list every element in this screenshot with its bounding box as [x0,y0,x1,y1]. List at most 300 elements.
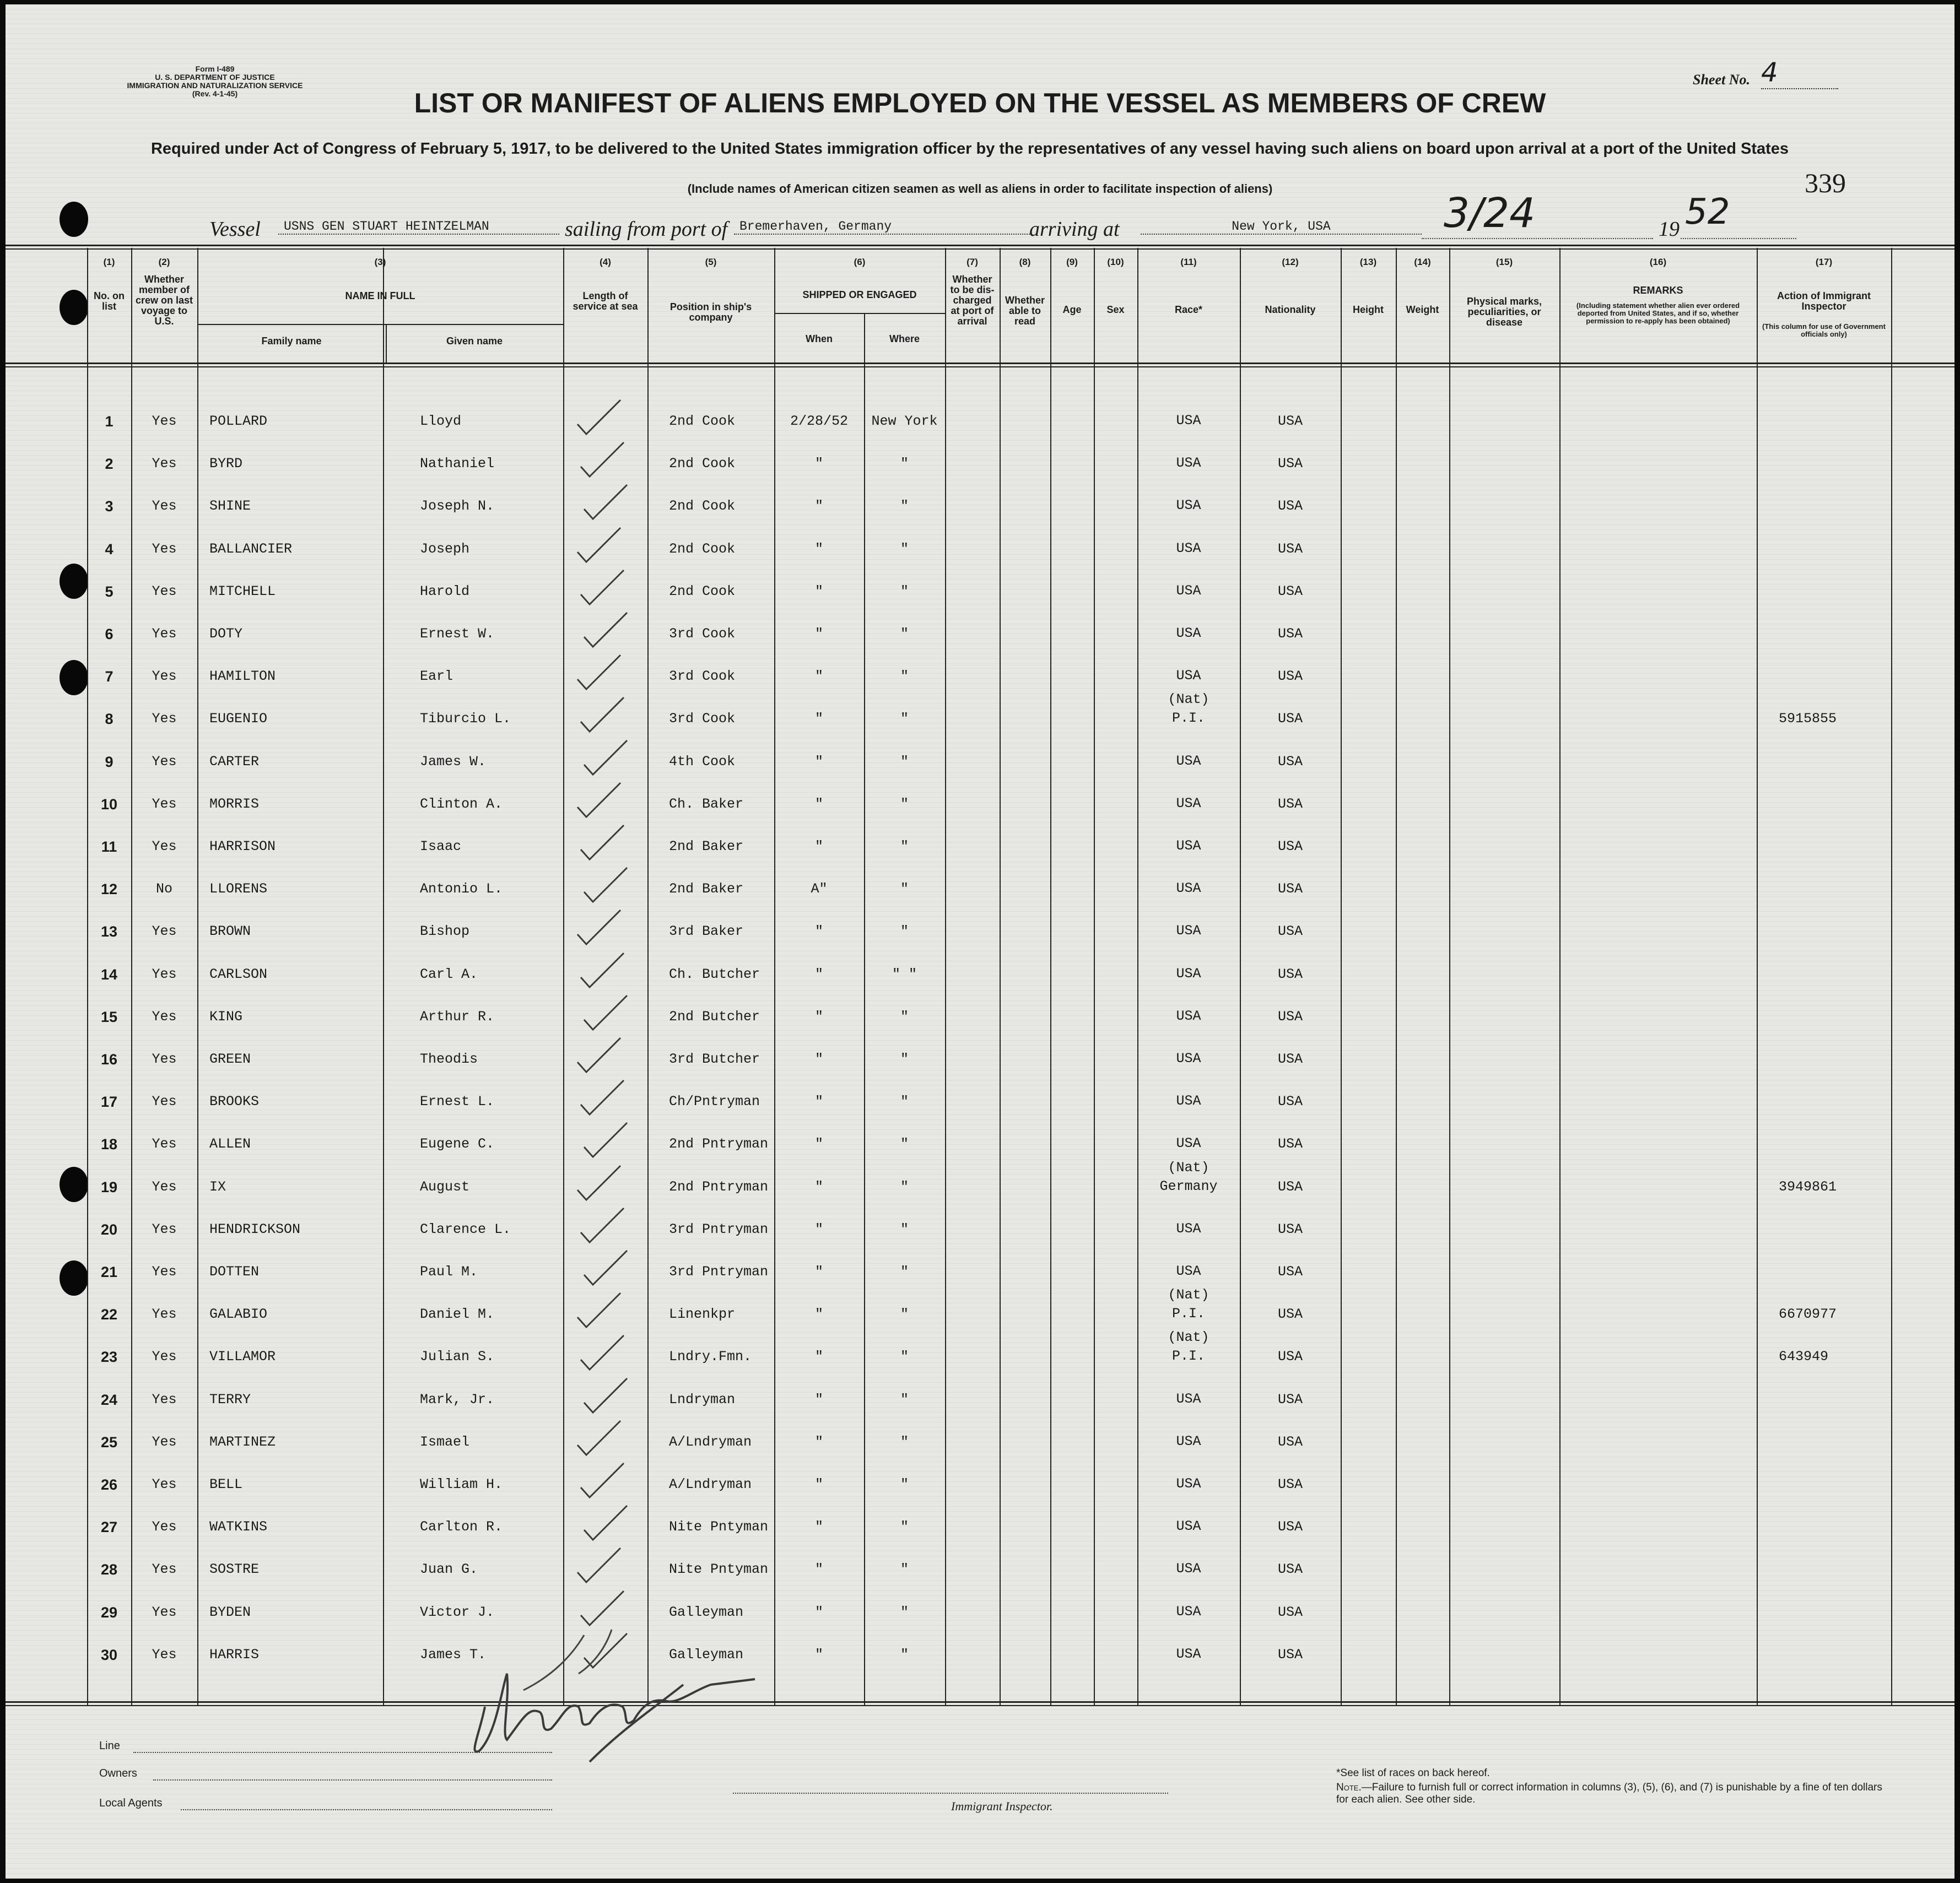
nationality: USA [1277,966,1303,982]
service-checkmarks [568,362,656,1701]
position: 2nd Butcher [669,1009,760,1025]
given-name: Juan G. [420,1561,478,1577]
shipped-when: " [814,1392,823,1408]
race: USA [1176,1263,1201,1279]
shipped-when: " [814,1264,823,1280]
nationality: USA [1277,1264,1303,1280]
shipped-when: " [814,1647,823,1663]
column-header: Whether member of crew on last voyage to U.S. [135,274,193,327]
checkmark [577,1293,620,1327]
shipped-where: " [900,1136,909,1152]
position: Lndryman [669,1392,736,1408]
row-number: 9 [105,754,114,770]
given-name: Arthur R. [420,1009,495,1025]
last-voyage: Yes [152,1561,177,1577]
race: USA [1176,1604,1201,1620]
race: USA [1176,413,1201,429]
row-number: 29 [100,1604,118,1621]
punch-hole [60,1167,88,1202]
family-name: MARTINEZ [209,1434,276,1450]
family-name: HARRISON [209,838,276,854]
last-voyage: Yes [152,1094,177,1110]
last-voyage: Yes [152,1519,177,1535]
instruction-note: (Include names of American citizen seamen as well as aliens in order to facilitate inspection of aliens) [687,182,1273,196]
last-voyage: Yes [152,583,177,599]
row-number: 15 [100,1009,118,1025]
race: USA [1176,1051,1201,1067]
column-number: (17) [1815,257,1833,267]
shipped-where: New York [871,413,938,429]
column-number: (16) [1649,257,1667,267]
position: 2nd Cook [669,498,736,514]
shipped-where: " " [892,966,917,982]
nationality: USA [1277,1349,1303,1365]
shipped-where: " [900,754,909,770]
position: 2nd Pntryman [669,1136,769,1152]
position: Ch. Butcher [669,966,760,982]
row-number: 13 [100,923,118,940]
inspector-action: 6670977 [1779,1306,1837,1322]
shipped-where: " [900,796,909,812]
given-name: Carlton R. [420,1519,503,1535]
nationality: USA [1277,754,1303,770]
column-header: Whether to be dis-charged at port of arrival [950,274,995,327]
family-name: HAMILTON [209,668,276,684]
shipped-where: " [900,668,909,684]
shipped-where: " [900,1604,909,1620]
given-name: Joseph [420,541,470,557]
given-name: Bishop [420,923,470,939]
position: 2nd Cook [669,541,736,557]
column-number: (14) [1414,257,1431,267]
nationality: USA [1277,1051,1303,1067]
sheet-number-label: Sheet No. [1693,72,1750,88]
shipped-where: " [900,626,909,642]
table-top-rule [6,248,1954,250]
vessel-label: Vessel [209,218,261,241]
race-note: (Nat) [1168,1287,1210,1303]
name-subheader-rule [197,324,563,325]
checkmark [581,1591,624,1625]
column-subheader: Given name [446,336,503,347]
shipped-when: " [814,456,823,472]
given-name: Nathaniel [420,456,495,472]
shipped-where: " [900,1349,909,1365]
last-voyage: Yes [152,1051,177,1067]
column-header: Height [1353,304,1384,315]
family-name: BROWN [209,923,251,939]
race: USA [1176,625,1201,641]
column-rule [1757,248,1758,1706]
row-number: 24 [100,1392,118,1408]
column-number: (9) [1066,257,1078,267]
column-number: (12) [1282,257,1299,267]
row-number: 18 [100,1136,118,1152]
nationality: USA [1277,838,1303,854]
column-header: Action of Immigrant Inspector [1777,290,1871,312]
column-subheader: Where [889,333,920,344]
local-agents-field [181,1809,552,1810]
checkmark [584,1378,627,1413]
column-rule [1000,248,1001,1706]
shipped-where: " [900,583,909,599]
given-name: Ismael [420,1434,470,1450]
given-name: Isaac [420,838,462,854]
column-header: Age [1062,304,1082,315]
column-number: (10) [1107,257,1124,267]
position: 2nd Pntryman [669,1179,769,1195]
nationality: USA [1277,583,1303,599]
checkmark [584,995,627,1030]
last-voyage: Yes [152,1392,177,1408]
column-subheader: Family name [261,336,322,347]
race: USA [1176,455,1201,471]
checkmark [577,910,620,944]
shipped-when: " [814,1094,823,1110]
race: USA [1176,838,1201,854]
page-subtitle: Required under Act of Congress of February 5, 1917, to be delivered to the United States immigration officer by the representatives of any vessel having such aliens on board upon arrival at a port of the United States [150,140,1789,158]
given-name: William H. [420,1476,503,1492]
column-header: NAME IN FULL [345,290,415,301]
row-number: 1 [105,413,114,430]
shipped-where: " [900,1051,909,1067]
table-bottom-rule [6,1705,1954,1706]
checkmark [577,528,620,562]
column-number: (5) [705,257,717,267]
given-name: James T. [420,1647,487,1663]
inspector-label: Immigrant Inspector. [951,1799,1053,1813]
row-number: 27 [100,1519,118,1535]
nationality: USA [1277,796,1303,812]
family-name: KING [209,1009,243,1025]
family-name: SOSTRE [209,1561,260,1577]
shipped-where: " [900,711,909,727]
race: USA [1176,497,1201,513]
given-name: Julian S. [420,1349,495,1365]
nationality: USA [1277,1221,1303,1237]
race: USA [1176,1093,1201,1109]
family-name: POLLARD [209,413,268,429]
arriving-label: arriving at [1029,218,1120,241]
checkmark [581,570,624,604]
nationality: USA [1277,1136,1303,1152]
checkmark [581,697,624,732]
sailing-label: sailing from port of [565,218,728,241]
row-number: 11 [101,838,117,855]
shipped-when: " [814,754,823,770]
last-voyage: Yes [152,1136,177,1152]
checkmark [584,868,627,902]
family-name: BYRD [209,456,243,472]
column-number: (6) [854,257,866,267]
row-number: 2 [105,456,114,472]
checkmark [584,1251,627,1285]
form-number: Form I-489 [195,64,235,73]
departure-port: Bremerhaven, Germany [734,219,1032,235]
row-number: 25 [100,1434,118,1451]
last-voyage: Yes [152,498,177,514]
nationality: USA [1277,1009,1303,1025]
nationality: USA [1277,1179,1303,1195]
position: Galleyman [669,1647,744,1663]
last-voyage: Yes [152,838,177,854]
position: 4th Cook [669,754,736,770]
race: USA [1176,1135,1201,1151]
given-name: Harold [420,583,470,599]
position: 2nd Cook [669,583,736,599]
nationality: USA [1277,1519,1303,1535]
checkmark [581,1463,624,1497]
checkmark [581,442,624,477]
position: Nite Pntyman [669,1561,769,1577]
last-voyage: Yes [152,1179,177,1195]
row-number: 8 [105,711,114,727]
last-voyage: Yes [152,1476,177,1492]
column-rule [1396,248,1397,1706]
shipped-where: " [900,456,909,472]
last-voyage: Yes [152,1604,177,1620]
shipped-when: " [814,1561,823,1577]
family-name: BALLANCIER [209,541,293,557]
checkmark [581,825,624,859]
position: 2nd Cook [669,413,736,429]
shipped-where: " [900,1179,909,1195]
family-name: EUGENIO [209,711,268,727]
last-voyage: Yes [152,1264,177,1280]
column-rule [1559,248,1561,1706]
year-handwritten: 52 [1685,192,1730,232]
page-title: LIST OR MANIFEST OF ALIENS EMPLOYED ON THE VESSEL AS MEMBERS OF CREW [414,88,1546,118]
given-name: Ernest W. [420,626,495,642]
family-name: CARTER [209,754,260,770]
column-header: REMARKS [1633,285,1683,296]
given-name: James W. [420,754,487,770]
shipped-when: " [814,711,823,727]
given-name: Clinton A. [420,796,503,812]
given-name: August [420,1179,470,1195]
column-header-detail: (This column for use of Government officials only) [1762,322,1886,338]
last-voyage: Yes [152,1221,177,1237]
nationality: USA [1277,1476,1303,1492]
column-number: (2) [158,257,170,267]
race: USA [1176,1518,1201,1534]
race: USA [1176,880,1201,896]
shipped-when: " [814,1434,823,1450]
column-number: (11) [1180,257,1197,267]
family-name: MORRIS [209,796,260,812]
race: USA [1176,796,1201,811]
shipped-when: " [814,626,823,642]
vessel-name: USNS GEN STUART HEINTZELMAN [278,219,559,235]
position: 3rd Pntryman [669,1264,769,1280]
shipped-when: " [814,541,823,557]
family-name: IX [209,1179,226,1195]
column-rule [383,248,384,1706]
checkmark [577,783,620,817]
family-name: ALLEN [209,1136,251,1152]
checkmark [584,485,627,519]
column-rule [1891,248,1892,1706]
last-voyage: Yes [152,1009,177,1025]
nationality: USA [1277,413,1303,429]
owners-label: Owners [99,1767,137,1779]
column-header: SHIPPED OR ENGAGED [802,289,917,300]
nationality: USA [1277,1561,1303,1577]
nationality: USA [1277,711,1303,727]
family-name: BYDEN [209,1604,251,1620]
race-note: (Nat) [1168,1329,1210,1345]
arrival-port: New York, USA [1141,219,1422,235]
position: Linenkpr [669,1306,736,1322]
race: USA [1176,540,1201,556]
race: USA [1176,1221,1201,1237]
column-rule [945,248,946,1706]
given-name: Paul M. [420,1264,478,1280]
last-voyage: Yes [152,711,177,727]
position: 3rd Cook [669,668,736,684]
given-name: Clarence L. [420,1221,511,1237]
column-rule [197,248,198,1706]
row-number: 6 [105,626,114,642]
position: 3rd Baker [669,923,744,939]
last-voyage: Yes [152,456,177,472]
punch-hole [60,202,88,237]
given-name: Daniel M. [420,1306,495,1322]
position: Galleyman [669,1604,744,1620]
family-name: BELL [209,1476,243,1492]
shipped-where: " [900,1009,909,1025]
column-number: (1) [103,257,115,267]
nationality: USA [1277,626,1303,642]
shipped-when: " [814,838,823,854]
shipped-subheader-rule [774,313,945,314]
nationality: USA [1277,1647,1303,1663]
checkmark [577,1548,620,1582]
race: USA [1176,923,1201,939]
sheet-number-value: 4 [1761,57,1838,89]
given-name: Eugene C. [420,1136,495,1152]
local-agents-label: Local Agents [99,1797,163,1809]
shipped-where: " [900,498,909,514]
header-bottom-rule [6,362,1954,364]
nationality: USA [1277,1604,1303,1620]
race-note: (Nat) [1168,691,1210,707]
checkmark [584,613,627,647]
race: USA [1176,1433,1201,1449]
last-voyage: Yes [152,1434,177,1450]
column-subheader: When [806,333,833,344]
shipped-when: " [814,668,823,684]
race: P.I. [1171,1306,1205,1322]
stamp-number: 339 [1805,167,1846,198]
nationality: USA [1277,541,1303,557]
last-voyage: Yes [152,1647,177,1663]
shipped-where: " [900,1434,909,1450]
checkmark [577,400,620,434]
race: P.I. [1171,1348,1205,1364]
column-number: (15) [1495,257,1513,267]
row-number: 20 [100,1221,118,1238]
service-name: IMMIGRATION AND NATURALIZATION SERVICE [127,81,303,90]
position: A/Lndryman [669,1434,752,1450]
shipped-when: " [814,1179,823,1195]
checkmark [581,1080,624,1114]
family-name: SHINE [209,498,251,514]
column-header: Position in ship's company [669,301,752,323]
checkmark [577,1421,620,1455]
penalty-prefix: Note. [1336,1782,1362,1793]
race: P.I. [1171,710,1205,726]
shipped-where: " [900,923,909,939]
shipped-when: " [814,796,823,812]
last-voyage: Yes [152,754,177,770]
family-name: TERRY [209,1392,251,1408]
nationality: USA [1277,668,1303,684]
shipped-where: " [900,1476,909,1492]
column-rule [1341,248,1342,1706]
checkmark [577,1038,620,1072]
row-number: 30 [100,1647,118,1663]
family-name: DOTY [209,626,243,642]
punch-hole [60,1260,88,1296]
column-number: (7) [966,257,978,267]
given-name: Antonio L. [420,881,503,897]
nationality: USA [1277,881,1303,897]
shipped-when: " [814,1519,823,1535]
arrival-date-handwritten: 3/24 [1444,190,1536,237]
penalty-text: —Failure to furnish full or correct information in columns (3), (5), (6), and (7) is punishable by a fine of ten dollars for each alien. See other side. [1336,1782,1882,1805]
row-number: 16 [100,1051,118,1068]
position: 2nd Cook [669,456,736,472]
family-name: WATKINS [209,1519,268,1535]
race: USA [1176,668,1201,684]
shipped-where: " [900,1519,909,1535]
race: USA [1176,583,1201,599]
checkmark [581,1335,624,1370]
nationality: USA [1277,1434,1303,1450]
punch-hole [60,290,88,325]
column-header: Nationality [1265,304,1316,315]
last-voyage: Yes [152,626,177,642]
position: Nite Pntyman [669,1519,769,1535]
row-number: 5 [105,583,114,600]
shipped-where: " [900,1264,909,1280]
race: USA [1176,1476,1201,1492]
race: USA [1176,966,1201,982]
race: USA [1176,1561,1201,1577]
date-line [1422,238,1653,239]
shipped-when: " [814,1221,823,1237]
shipped-when: " [814,1349,823,1365]
column-number: (8) [1019,257,1031,267]
inspector-signature [446,1624,777,1767]
column-rule [1449,248,1450,1706]
row-number: 10 [100,796,118,813]
last-voyage: Yes [152,966,177,982]
row-number: 21 [100,1264,118,1280]
inspector-action: 5915855 [1779,711,1837,727]
column-header: Length of service at sea [573,290,638,312]
inspector-signature-line [733,1793,1168,1794]
given-name: Joseph N. [420,498,495,514]
row-number: 3 [105,498,114,515]
table-top-rule [6,245,1954,246]
given-name: Mark, Jr. [420,1392,495,1408]
punch-hole [60,564,88,599]
shipped-when: " [814,583,823,599]
last-voyage: Yes [152,668,177,684]
last-voyage: Yes [152,541,177,557]
